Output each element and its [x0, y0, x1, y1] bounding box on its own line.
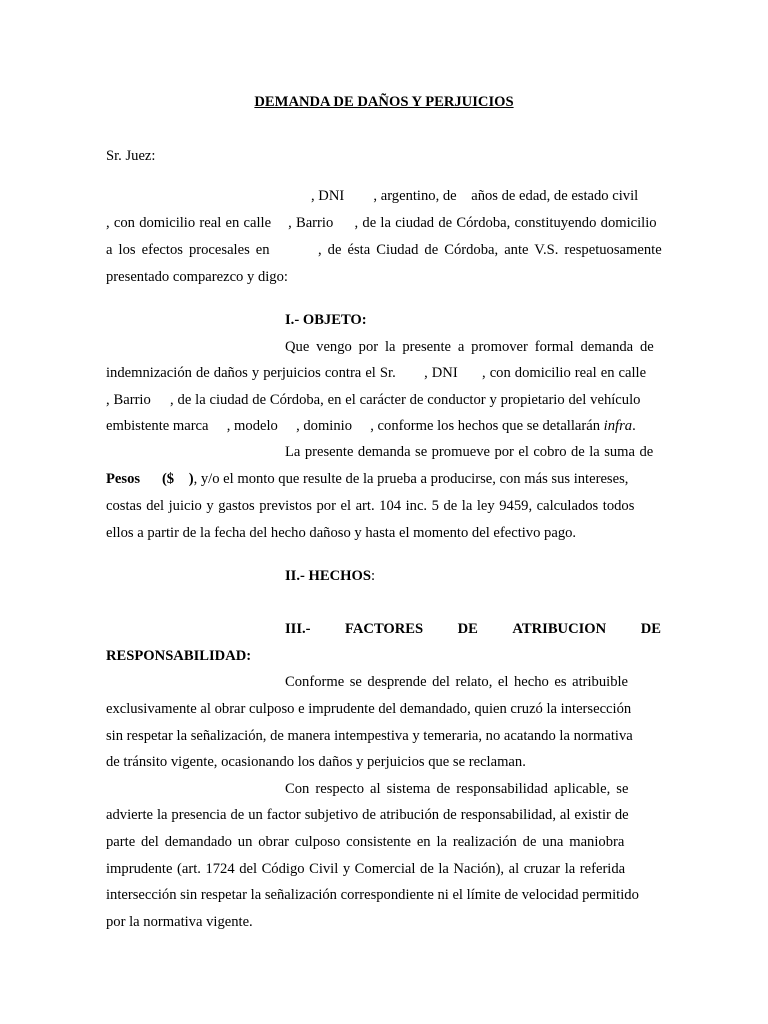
objeto-p1-line-4: [106, 419, 636, 434]
heading-word: DE: [640, 621, 661, 637]
factores-p1-line-2: exclusivamente al obrar culposo e imprudente del demandado, quien cruzó la intersección: [106, 701, 632, 717]
heading-word: DE: [457, 621, 478, 637]
salutation: Sr. Juez:: [106, 148, 156, 164]
factores-p1-line-3: sin respetar la señalización, de manera intempestiva y temeraria, no acatando la normativa: [106, 728, 633, 744]
objeto-p2-line-2-text: , y/o el monto que resulte de la prueba a producirse, con más sus intereses,: [193, 471, 629, 487]
section-hechos-heading: [285, 569, 375, 584]
factores-p2-line-6: por la normativa vigente.: [106, 914, 253, 930]
objeto-p1-line-2: indemnización de daños y perjuicios contra el Sr. , DNI , con domicilio real en calle: [106, 365, 647, 381]
intro-line-2: , con domicilio real en calle , Barrio , de la ciudad de Córdoba, constituyendo domicilio: [106, 215, 657, 231]
factores-p2-line-3: parte del demandado un obrar culposo consistente en la realización de una maniobra: [106, 834, 625, 850]
hechos-heading-text: II.- HECHOS: [285, 568, 371, 584]
factores-p2-line-4: imprudente (art. 1724 del Código Civil y Comercial de la Nación), al cruzar la referida: [106, 861, 626, 877]
section-factores-heading-line-2: RESPONSABILIDAD:: [106, 648, 252, 664]
intro-line-4: presentado comparezco y digo:: [106, 269, 288, 285]
intro-line-1: , DNI , argentino, de años de edad, de estado civil: [311, 188, 639, 204]
section-objeto-heading: I.- OBJETO:: [285, 312, 367, 328]
pesos-amount: Pesos ($ ): [106, 471, 194, 487]
objeto-p1-line-1: Que vengo por la presente a promover formal demanda de: [285, 339, 654, 355]
heading-word: ATRIBUCION: [512, 621, 607, 637]
factores-p1-line-1: Conforme se desprende del relato, el hecho es atribuible: [285, 674, 629, 690]
objeto-p2-line-4: ellos a partir de la fecha del hecho dañoso y hasta el momento del efectivo pago.: [106, 525, 577, 541]
objeto-p1-line-3: , Barrio , de la ciudad de Córdoba, en el carácter de conductor y propietario del vehículo: [106, 392, 641, 408]
factores-p2-line-5: intersección sin respetar la señalización correspondiente ni el límite de velocidad permitido: [106, 887, 639, 903]
objeto-p2-line-2: [106, 472, 628, 487]
objeto-p1-line-4-text: embistente marca , modelo , dominio , conforme los hechos que se detallarán: [106, 418, 604, 434]
factores-p1-line-4: de tránsito vigente, ocasionando los daños y perjuicios que se reclaman.: [106, 754, 526, 770]
objeto-p2-line-3: costas del juicio y gastos previstos por el art. 104 inc. 5 de la ley 9459, calculados todos: [106, 498, 635, 514]
period: .: [632, 418, 636, 434]
heading-word: FACTORES: [345, 621, 424, 637]
heading-word: III.-: [285, 621, 311, 637]
factores-p2-line-2: advierte la presencia de un factor subjetivo de atribución de responsabilidad, al existir de: [106, 807, 629, 823]
objeto-p2-line-1: La presente demanda se promueve por el cobro de la suma de: [285, 444, 654, 460]
intro-line-3: a los efectos procesales en , de ésta Ciudad de Córdoba, ante V.S. respetuosamente: [106, 242, 662, 258]
section-factores-heading: [285, 622, 661, 637]
document-title: DEMANDA DE DAÑOS Y PERJUICIOS: [254, 94, 514, 110]
factores-p2-line-1: Con respecto al sistema de responsabilidad aplicable, se: [285, 781, 629, 797]
infra-italic: infra: [603, 418, 633, 434]
hechos-colon: :: [370, 568, 376, 584]
